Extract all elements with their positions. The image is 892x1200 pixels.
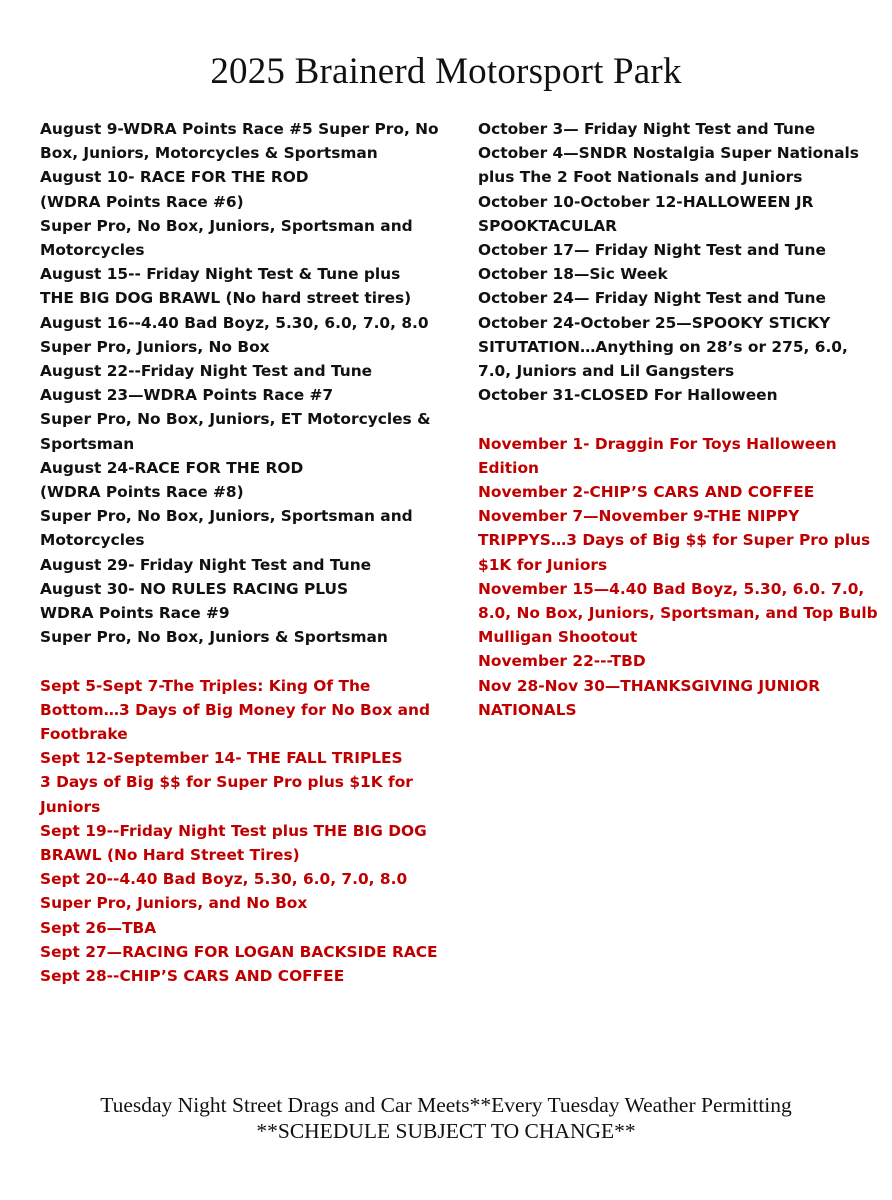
schedule-line: 3 Days of Big $$ for Super Pro plus $1K for — [40, 773, 413, 792]
schedule-line: Super Pro, No Box, Juniors & Sportsman — [40, 628, 388, 647]
schedule-line: (WDRA Points Race #8) — [40, 483, 244, 502]
schedule-line: November 1- Draggin For Toys Halloween — [478, 434, 837, 453]
schedule-column-right — [478, 117, 878, 722]
schedule-line: Super Pro, Juniors, and No Box — [40, 894, 308, 913]
schedule-line: Sept 27—RACING FOR LOGAN BACKSIDE RACE — [40, 942, 438, 961]
schedule-line: Sept 28--CHIP’S CARS AND COFFEE — [40, 967, 345, 986]
schedule-line: 8.0, No Box, Juniors, Sportsman, and Top Bulb — [478, 604, 878, 623]
schedule-line: Super Pro, No Box, Juniors, Sportsman and — [40, 507, 413, 526]
section-gap — [40, 649, 460, 673]
schedule-line: August 23—WDRA Points Race #7 — [40, 386, 334, 405]
schedule-line: Super Pro, No Box, Juniors, Sportsman and — [40, 216, 413, 235]
schedule-line: November 22---TBD — [478, 652, 646, 671]
footer-line-1: Tuesday Night Street Drags and Car Meets**Every Tuesday Weather Permitting — [100, 1093, 792, 1117]
schedule-line: Super Pro, No Box, Juniors, ET Motorcycles & — [40, 410, 431, 429]
schedule-line: Mulligan Shootout — [478, 628, 638, 647]
schedule-line: October 18—Sic Week — [478, 265, 668, 284]
schedule-line: Nov 28-Nov 30—THANKSGIVING JUNIOR — [478, 676, 821, 695]
schedule-line: Sept 5-Sept 7-The Triples: King Of The — [40, 676, 371, 695]
schedule-line: SITUTATION…Anything on 28’s or 275, 6.0, — [478, 337, 848, 356]
schedule-line: August 9-WDRA Points Race #5 Super Pro, No — [40, 120, 439, 138]
schedule-line: (WDRA Points Race #6) — [40, 192, 244, 211]
schedule-line: Sept 12-September 14- THE FALL TRIPLES — [40, 749, 403, 768]
section-gap — [478, 407, 878, 431]
schedule-line: November 7—November 9-THE NIPPY — [478, 507, 800, 526]
schedule-line: Box, Juniors, Motorcycles & Sportsman — [40, 144, 378, 163]
schedule-line: August 16--4.40 Bad Boyz, 5.30, 6.0, 7.0, 8.0 — [40, 313, 429, 332]
schedule-line: Super Pro, Juniors, No Box — [40, 337, 270, 356]
schedule-line: August 30- NO RULES RACING PLUS — [40, 579, 349, 598]
schedule-line: November 2-CHIP’S CARS AND COFFEE — [478, 483, 815, 502]
schedule-line: November 15—4.40 Bad Boyz, 5.30, 6.0. 7.0, — [478, 579, 865, 598]
schedule-line: August 10- RACE FOR THE ROD — [40, 168, 309, 187]
schedule-line: August 29- Friday Night Test and Tune — [40, 555, 372, 574]
schedule-line: August 24-RACE FOR THE ROD — [40, 458, 304, 477]
schedule-line: Sept 20--4.40 Bad Boyz, 5.30, 6.0, 7.0, 8.0 — [40, 870, 408, 889]
schedule-line: Juniors — [40, 797, 101, 816]
schedule-line: SPOOKTACULAR — [478, 216, 618, 235]
schedule-line: August 22--Friday Night Test and Tune — [40, 362, 373, 381]
schedule-line: October 10-October 12-HALLOWEEN JR — [478, 192, 814, 211]
schedule-line: $1K for Juniors — [478, 555, 608, 574]
schedule-line: 7.0, Juniors and Lil Gangsters — [478, 362, 735, 381]
schedule-line: October 17— Friday Night Test and Tune — [478, 241, 826, 260]
schedule-line: Motorcycles — [40, 241, 145, 260]
schedule-line: October 4—SNDR Nostalgia Super Nationals — [478, 144, 859, 163]
schedule-line: Motorcycles — [40, 531, 145, 550]
schedule-line: Bottom…3 Days of Big Money for No Box and — [40, 700, 430, 719]
schedule-line: THE BIG DOG BRAWL (No hard street tires) — [40, 289, 412, 308]
schedule-line: October 31-CLOSED For Halloween — [478, 386, 778, 405]
schedule-line: Sportsman — [40, 434, 135, 453]
schedule-line: Footbrake — [40, 725, 128, 744]
schedule-column-left — [40, 117, 460, 988]
schedule-line: TRIPPYS…3 Days of Big $$ for Super Pro plus — [478, 531, 871, 550]
schedule-line: October 24— Friday Night Test and Tune — [478, 289, 826, 308]
schedule-line: Sept 26—TBA — [40, 918, 157, 937]
schedule-line: October 3— Friday Night Test and Tune — [478, 120, 816, 138]
schedule-line: Edition — [478, 458, 539, 477]
footer-line-2: **SCHEDULE SUBJECT TO CHANGE** — [256, 1119, 636, 1143]
schedule-line: NATIONALS — [478, 700, 577, 719]
schedule-line: WDRA Points Race #9 — [40, 604, 230, 623]
schedule-line: Sept 19--Friday Night Test plus THE BIG DOG — [40, 821, 427, 840]
schedule-line: plus The 2 Foot Nationals and Juniors — [478, 168, 803, 187]
schedule-line: October 24-October 25—SPOOKY STICKY — [478, 313, 831, 332]
page-title: 2025 Brainerd Motorsport Park — [210, 51, 682, 92]
schedule-line: BRAWL (No Hard Street Tires) — [40, 846, 300, 865]
schedule-line: August 15-- Friday Night Test & Tune plus — [40, 265, 401, 284]
